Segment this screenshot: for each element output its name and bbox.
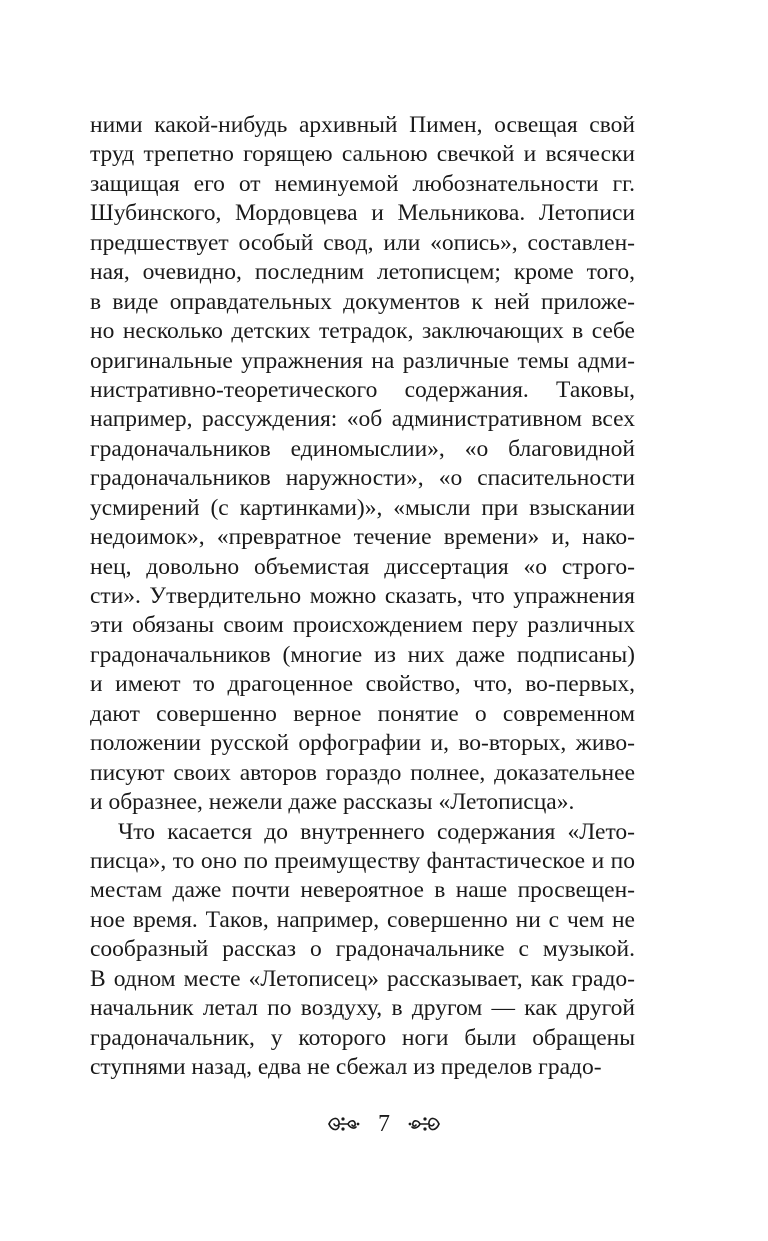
text-line: начальник летал по воздуху, в другом — как другой xyxy=(90,995,635,1022)
text-line: и имеют то драгоценное свойство, что, во-первых, xyxy=(90,671,635,698)
text-line: местам даже почти невероятное в наше просвещен- xyxy=(90,877,635,904)
text-line: градоначальник, у которого ноги были обращены xyxy=(90,1024,635,1051)
text-line: в виде оправдательных документов к ней приложе- xyxy=(90,288,635,315)
text-line: Шубинского, Мордовцева и Мельникова. Летописи xyxy=(90,200,635,227)
text-line: защищая его от неминуемой любознательности гг. xyxy=(90,170,635,197)
text-line: писца», то оно по преимуществу фантастическое и по xyxy=(90,847,635,874)
text-line: ними какой-нибудь архивный Пимен, освещая свой xyxy=(90,112,635,138)
text-line: В одном месте «Летописец» рассказывает, как градо- xyxy=(90,965,635,992)
text-line: но несколько детских тетрадок, заключающих в себе xyxy=(90,318,635,345)
text-line: нистративно-теоретического содержания. Таковы, xyxy=(90,376,635,403)
text-line: ная, очевидно, последним летописцем; кроме того, xyxy=(90,259,635,286)
text-line: Что касается до внутреннего содержания «Лето- xyxy=(118,818,635,845)
text-line: сти». Утвердительно можно сказать, что упражнения xyxy=(90,583,635,609)
text-line: эти обязаны своим происхождением перу различных xyxy=(90,612,635,639)
text-line: дают совершенно верное понятие о современном xyxy=(90,700,635,727)
text-line: писуют своих авторов гораздо полнее, доказательнее xyxy=(90,759,635,786)
text-line: положении русской орфографии и, во-вторых, живо- xyxy=(90,730,635,757)
text-line: нец, довольно объемистая диссертация «о строго- xyxy=(90,553,635,580)
right-fleuron-icon xyxy=(408,1113,442,1135)
text-line: градоначальников наружности», «о спасительности xyxy=(90,465,635,492)
text-line: труд трепетно горящею сальною свечкой и всячески xyxy=(90,141,635,168)
text-line: градоначальников единомыслии», «о благовидной xyxy=(90,435,635,462)
page-footer xyxy=(0,1106,768,1142)
text-line: градоначальников (многие из них даже подписаны) xyxy=(90,641,635,668)
text-line: сообразный рассказ о градоначальнике с музыкой. xyxy=(90,936,635,963)
text-line: предшествует особый свод, или «опись», составлен- xyxy=(90,229,635,256)
body-text xyxy=(90,111,635,1082)
page-number: 7 xyxy=(378,1111,390,1137)
text-line: недоимок», «превратное течение времени» и, нако- xyxy=(90,524,635,551)
text-line: например, рассуждения: «об административном всех xyxy=(90,406,635,433)
text-line: ступнями назад, едва не сбежал из пределов градо- xyxy=(90,1054,602,1080)
text-line: и образнее, нежели даже рассказы «Летописца». xyxy=(90,789,575,816)
text-line: усмирений (с картинками)», «мысли при взыскании xyxy=(90,494,635,521)
left-fleuron-icon xyxy=(326,1113,360,1135)
text-line: оригинальные упражнения на различные темы адми- xyxy=(90,347,635,374)
text-line: ное время. Таков, например, совершенно ни с чем не xyxy=(90,906,635,933)
